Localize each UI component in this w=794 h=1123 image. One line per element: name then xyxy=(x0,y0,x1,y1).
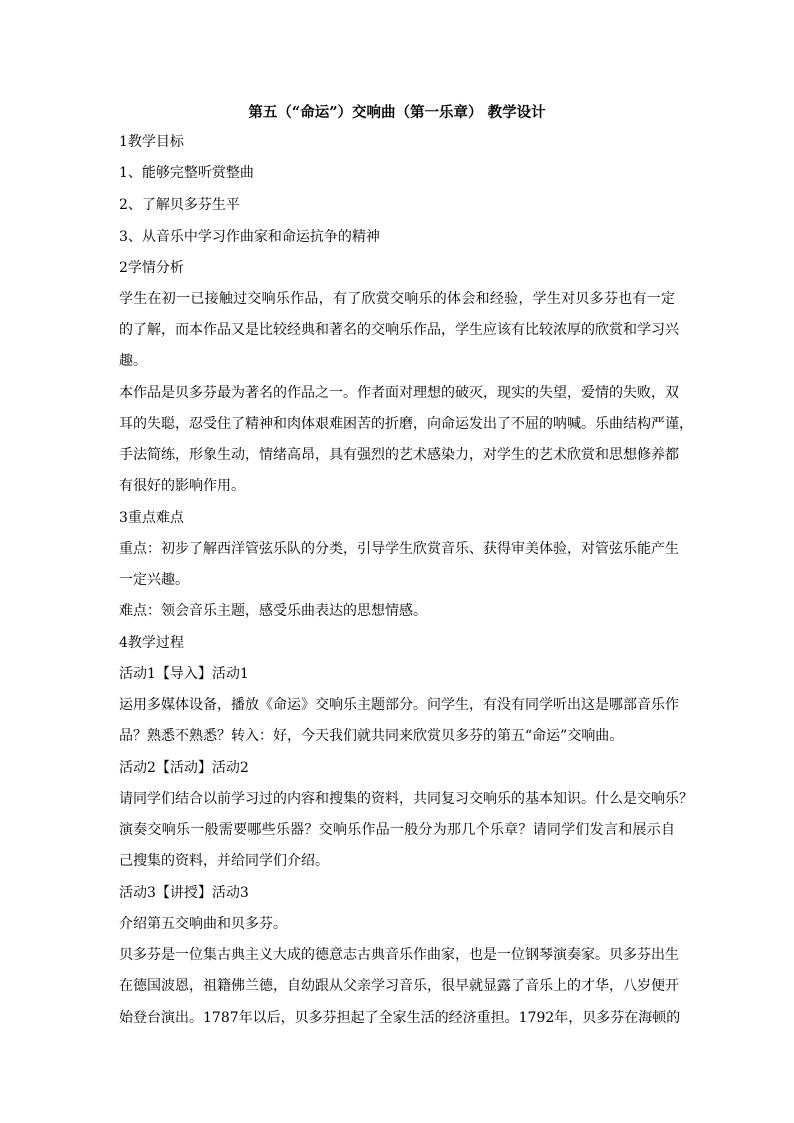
paragraph-line: 重点：初步了解西洋管弦乐队的分类，引导学生欣赏音乐、获得审美体验，对管弦乐能产生 xyxy=(119,541,679,557)
paragraph-line: 一定兴趣。 xyxy=(119,572,189,588)
paragraph-line: 难点：领会音乐主题，感受乐曲表达的思想情感。 xyxy=(119,603,427,619)
section-heading-objectives: 1教学目标 xyxy=(119,134,184,150)
section-heading-process: 4教学过程 xyxy=(119,635,184,651)
activity-heading: 活动3【讲授】活动3 xyxy=(119,885,249,901)
paragraph-line: 介绍第五交响曲和贝多芬。 xyxy=(119,916,287,932)
paragraph-line: 品？熟悉不熟悉？转入：好，今天我们就共同来欣赏贝多芬的第五“命运”交响曲。 xyxy=(119,728,624,744)
activity-heading: 活动2【活动】活动2 xyxy=(119,760,249,776)
paragraph-line: 耳的失聪，忍受住了精神和肉体艰难困苦的折磨，向命运发出了不屈的呐喊。乐曲结构严谨， xyxy=(119,416,693,432)
section-heading-analysis: 2学情分析 xyxy=(119,260,184,276)
paragraph-line: 的了解，而本作品又是比较经典和著名的交响乐作品，学生应该有比较浓厚的欣赏和学习兴 xyxy=(119,322,679,338)
objective-item: 3、从音乐中学习作曲家和命运抗争的精神 xyxy=(119,229,380,245)
objective-item: 1、能够完整听赏整曲 xyxy=(119,165,254,181)
paragraph-line: 学生在初一已接触过交响乐作品，有了欣赏交响乐的体会和经验，学生对贝多芬也有一定 xyxy=(119,291,675,307)
paragraph-line: 在德国波恩，祖籍佛兰德，自幼跟从父亲学习音乐，很早就显露了音乐上的才华，八岁便开 xyxy=(119,978,679,994)
paragraph-line: 趣。 xyxy=(119,353,147,369)
paragraph-line: 运用多媒体设备，播放《命运》交响乐主题部分。问学生，有没有同学听出这是哪部音乐作 xyxy=(119,697,679,713)
paragraph-line: 演奏交响乐一般需要哪些乐器？交响乐作品一般分为那几个乐章？请同学们发言和展示自 xyxy=(119,822,675,838)
activity-heading: 活动1【导入】活动1 xyxy=(119,666,249,682)
paragraph-line: 有很好的影响作用。 xyxy=(119,478,245,494)
objective-item: 2、了解贝多芬生平 xyxy=(119,197,240,213)
paragraph-line: 己搜集的资料，并给同学们介绍。 xyxy=(119,853,329,869)
paragraph-line: 始登台演出。1787年以后，贝多芬担起了全家生活的经济重担。1792年，贝多芬在海顿的 xyxy=(119,1010,681,1026)
document-title: 第五（“命运”）交响曲（第一乐章） 教学设计 xyxy=(248,104,546,121)
section-heading-key-points: 3重点难点 xyxy=(119,510,184,526)
paragraph-line: 请同学们结合以前学习过的内容和搜集的资料，共同复习交响乐的基本知识。什么是交响乐？ xyxy=(119,791,693,807)
paragraph-line: 手法简练，形象生动，情绪高昂，具有强烈的艺术感染力，对学生的艺术欣赏和思想修养都 xyxy=(119,447,679,463)
paragraph-line: 贝多芬是一位集古典主义大成的德意志古典音乐作曲家，也是一位钢琴演奏家。贝多芬出生 xyxy=(119,947,679,963)
paragraph-line: 本作品是贝多芬最为著名的作品之一。作者面对理想的破灭，现实的失望，爱情的失败，双 xyxy=(119,385,679,401)
